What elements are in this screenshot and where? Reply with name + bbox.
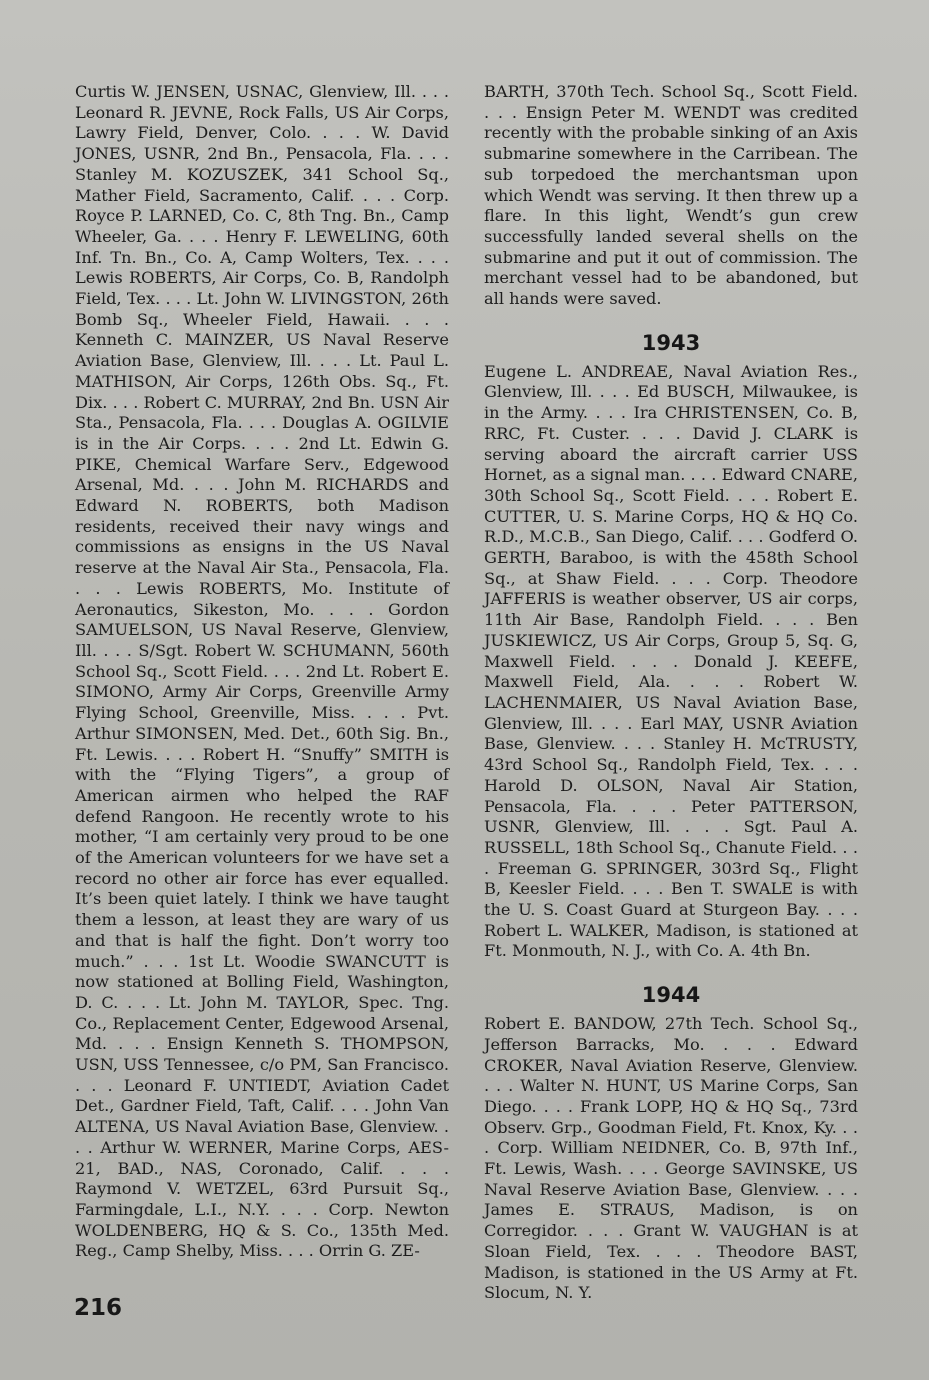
year-heading-1944: 1944 xyxy=(641,983,701,1008)
right-column xyxy=(484,82,858,1304)
section-1944-text: Robert E. BANDOW, 27th Tech. School Sq., Jefferson Barracks, Mo. . . . Edward CROKER, Naval Aviation Reserve, Glenview. . . . Walter N. HUNT, US Marine Corps, San Diego. . . . Frank LOPP, HQ & HQ Sq., 73rd Observ. Grp., Goodman Field, Ft. Knox, Ky. . . . Corp. William NEIDNER, Co. B, 97th Inf., Ft. Lewis, Wash. . . . George SAVINSKE, US Naval Reserve Aviation Base, Glenview. . . . James E. STRAUS, Madison, is on Corregidor. . . . Grant W. VAUGHAN is at Sloan Field, Tex. . . . Theodore BAST, Madison, is stationed in the US Army at Ft. Slocum, N. Y. xyxy=(484,1014,858,1303)
right-column-intro: BARTH, 370th Tech. School Sq., Scott Field. . . . Ensign Peter M. WENDT was credited recently with the probable sinking of an Axis submarine somewhere in the Carribean. The sub torpedoed the merchantsman upon which Wendt was serving. It then threw up a flare. In this light, Wendt’s gun crew successfully landed several shells on the submarine and put it out of commission. The merchant vessel had to be abandoned, but all hands were saved. xyxy=(484,82,858,309)
section-1943-text: Eugene L. ANDREAE, Naval Aviation Res., Glenview, Ill. . . . Ed BUSCH, Milwaukee, is in the Army. . . . Ira CHRISTENSEN, Co. B, RRC, Ft. Custer. . . . David J. CLARK is serving aboard the aircraft carrier USS Hornet, as a signal man. . . . Edward CNARE, 30th School Sq., Scott Field. . . . Robert E. CUTTER, U. S. Marine Corps, HQ & HQ Co. R.D., M.C.B., San Diego, Calif. . . . Godferd O. GERTH, Baraboo, is with the 458th School Sq., at Shaw Field. . . . Corp. Theodore JAFFERIS is weather observer, US air corps, 11th Air Base, Randolph Field. . . . Ben JUSKIEWICZ, US Air Corps, Group 5, Sq. G, Maxwell Field. . . . Donald J. KEEFE, Maxwell Field, Ala. . . . Robert W. LACHENMAIER, US Naval Aviation Base, Glenview, Ill. . . . Earl MAY, USNR Aviation Base, Glenview. . . . Stanley H. McTRUSTY, 43rd School Sq., Randolph Field, Tex. . . . Harold D. OLSON, Naval Air Station, Pensacola, Fla. . . . Peter PATTERSON, USNR, Glenview, Ill. . . . Sgt. Paul A. RUSSELL, 18th School Sq., Chanute Field. . . . Freeman G. SPRINGER, 303rd Sq., Flight B, Keesler Field. . . . Ben T. SWALE is with the U. S. Coast Guard at Sturgeon Bay. . . . Robert L. WALKER, Madison, is stationed at Ft. Monmouth, N. J., with Co. A. 4th Bn. xyxy=(484,361,858,961)
left-column-text: Curtis W. JENSEN, USNAC, Glenview, Ill. . . . Leonard R. JEVNE, Rock Falls, US Air Corps, Lawry Field, Denver, Colo. . . . W. David JONES, USNR, 2nd Bn., Pensacola, Fla. . . . Stanley M. KOZUSZEK, 341 School Sq., Mather Field, Sacramento, Calif. . . . Corp. Royce P. LARNED, Co. C, 8th Tng. Bn., Camp Wheeler, Ga. . . . Henry F. LEWELING, 60th Inf. Tn. Bn., Co. A, Camp Wolters, Tex. . . . Lewis ROBERTS, Air Corps, Co. B, Randolph Field, Tex. . . . Lt. John W. LIVINGSTON, 26th Bomb Sq., Wheeler Field, Hawaii. . . . Kenneth C. MAINZER, US Naval Reserve Aviation Base, Glenview, Ill. . . . Lt. Paul L. MATHISON, Air Corps, 126th Obs. Sq., Ft. Dix. . . . Robert C. MURRAY, 2nd Bn. USN Air Sta., Pensacola, Fla. . . . Douglas A. OGILVIE is in the Air Corps. . . . 2nd Lt. Edwin G. PIKE, Chemical Warfare Serv., Edgewood Arsenal, Md. . . . John M. RICHARDS and Edward N. ROBERTS, both Madison residents, received their navy wings and commissions as ensigns in the US Naval reserve at the Naval Air Sta., Pensacola, Fla. . . . Lewis ROBERTS, Mo. Institute of Aeronautics, Sikeston, Mo. . . . Gordon SAMUELSON, US Naval Reserve, Glenview, Ill. . . . S/Sgt. Robert W. SCHUMANN, 560th School Sq., Scott Field. . . . 2nd Lt. Robert E. SIMONO, Army Air Corps, Greenville Army Flying School, Greenville, Miss. . . . Pvt. Arthur SIMONSEN, Med. Det., 60th Sig. Bn., Ft. Lewis. . . . Robert H. “Snuffy” SMITH is with the “Flying Tigers”, a group of American airmen who helped the RAF defend Rangoon. He recently wrote to his mother, “I am certainly very proud to be one of the American volunteers for we have set a record no other air force has ever equalled. It’s been quiet lately. I think we have taught them a lesson, at least they are wary of us and that is half the fight. Don’t worry too much.” . . . 1st Lt. Woodie SWANCUTT is now stationed at Bolling Field, Washington, D. C. . . . Lt. John M. TAYLOR, Spec. Tng. Co., Replacement Center, Edgewood Arsenal, Md. . . . Ensign Kenneth S. THOMPSON, USN, USS Tennessee, c/o PM, San Francisco. . . . Leonard F. UNTIEDT, Aviation Cadet Det., Gardner Field, Taft, Calif. . . . John Van ALTENA, US Naval Aviation Base, Glenview. . . . Arthur W. WERNER, Marine Corps, AES-21, BAD., NAS, Coronado, Calif. . . . Raymond V. WETZEL, 63rd Pursuit Sq., Farmingdale, L.I., N.Y. . . . Corp. Newton WOLDENBERG, HQ & S. Co., 135th Med. Reg., Camp Shelby, Miss. . . . Orrin G. ZE- xyxy=(75,82,449,1261)
page-number: 216 xyxy=(74,1295,123,1321)
left-column xyxy=(75,82,449,1262)
year-heading-1943: 1943 xyxy=(641,330,701,355)
